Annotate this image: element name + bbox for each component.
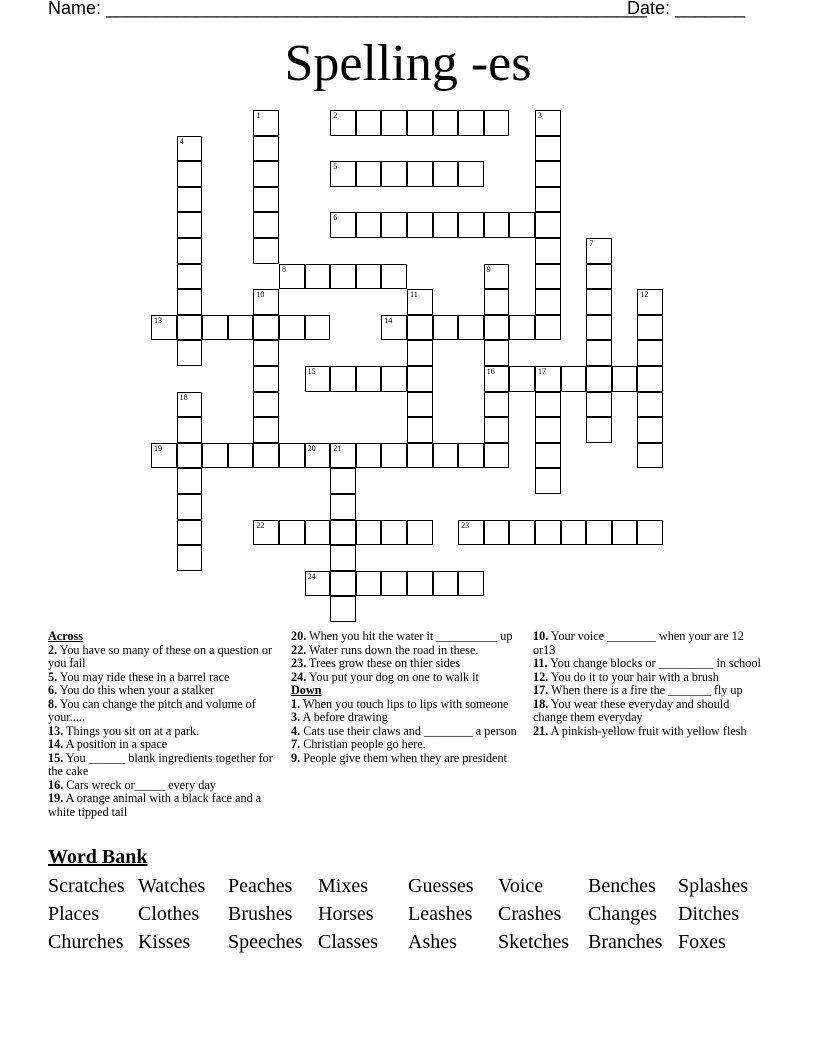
- grid-cell[interactable]: [535, 238, 561, 264]
- grid-cell[interactable]: [407, 366, 433, 392]
- grid-cell[interactable]: [253, 315, 279, 341]
- grid-cell[interactable]: [381, 366, 407, 392]
- grid-cell[interactable]: [561, 520, 587, 546]
- grid-cell[interactable]: [586, 340, 612, 366]
- down-clue: [533, 657, 763, 671]
- clue-text: You do it to your hair with a brush: [548, 669, 719, 684]
- clue-number-label: 22.: [291, 642, 307, 657]
- clues-column-1: [48, 630, 278, 819]
- clue-number: 4: [179, 136, 184, 146]
- grid-cell[interactable]: [535, 443, 561, 469]
- grid-cell[interactable]: [305, 315, 331, 341]
- word-bank-word: Classes: [318, 931, 378, 953]
- grid-cell[interactable]: [407, 417, 433, 443]
- grid-cell[interactable]: [484, 264, 510, 290]
- grid-cell[interactable]: [637, 520, 663, 546]
- clue-number-label: 13.: [48, 723, 64, 738]
- grid-cell[interactable]: [253, 212, 279, 238]
- grid-cell[interactable]: [279, 443, 305, 469]
- word-bank-word: Ashes: [408, 931, 457, 953]
- clue-number: 5: [333, 162, 338, 172]
- grid-cell[interactable]: [305, 520, 331, 546]
- word-bank-word: Places: [48, 903, 100, 925]
- grid-cell[interactable]: [253, 136, 279, 162]
- clue-number: 17: [538, 367, 546, 376]
- grid-cell[interactable]: [177, 443, 203, 469]
- grid-cell[interactable]: [612, 366, 638, 392]
- clue-number: 16: [486, 367, 495, 376]
- grid-cell[interactable]: [458, 161, 484, 187]
- down-clue: [291, 711, 521, 725]
- grid-cell[interactable]: [305, 443, 331, 469]
- clue-number-label: 18.: [533, 696, 549, 711]
- down-clue: [291, 725, 521, 739]
- grid-cell[interactable]: [381, 212, 407, 238]
- across-clue: [48, 725, 278, 739]
- grid-cell[interactable]: [253, 289, 279, 315]
- grid-cell[interactable]: [330, 110, 356, 136]
- grid-cell[interactable]: [586, 289, 612, 315]
- grid-cell[interactable]: [228, 443, 254, 469]
- grid-cell[interactable]: [305, 571, 331, 597]
- grid-cell[interactable]: [305, 264, 331, 290]
- grid-cell[interactable]: [637, 315, 663, 341]
- grid-cell[interactable]: [535, 161, 561, 187]
- grid-cell[interactable]: [356, 520, 382, 546]
- word-bank-word: Guesses: [408, 875, 474, 897]
- down-clue: [291, 752, 521, 766]
- down-clue: [533, 698, 763, 725]
- grid-cell[interactable]: [458, 443, 484, 469]
- clue-number-label: 3.: [291, 710, 301, 724]
- grid-cell[interactable]: [535, 187, 561, 213]
- grid-cell[interactable]: [586, 238, 612, 264]
- grid-cell[interactable]: [253, 417, 279, 443]
- grid-cell[interactable]: [637, 392, 663, 418]
- clue-number: 19: [154, 443, 162, 453]
- grid-cell[interactable]: [253, 238, 279, 264]
- grid-cell[interactable]: [330, 494, 356, 520]
- grid-cell[interactable]: [535, 110, 561, 136]
- clue-text: Things you sit on at a park.: [63, 723, 200, 738]
- grid-cell[interactable]: [484, 366, 510, 392]
- clue-number: 15: [307, 367, 316, 376]
- grid-cell[interactable]: [407, 212, 433, 238]
- grid-cell[interactable]: [356, 366, 382, 392]
- grid-cell[interactable]: [407, 571, 433, 597]
- across-clue: [291, 671, 521, 685]
- across-clues-list: [48, 644, 278, 820]
- grid-cell[interactable]: [433, 315, 459, 341]
- clue-number: 23: [461, 520, 470, 530]
- grid-cell[interactable]: [253, 366, 279, 392]
- clue-text: You change blocks or _________ in school: [547, 656, 761, 670]
- down-clue: [533, 630, 763, 657]
- grid-cell[interactable]: [330, 264, 356, 290]
- clue-number: 12: [640, 290, 649, 300]
- clue-text: Cars wreck or_____ every day: [63, 777, 216, 792]
- clue-text: You may ride these in a barrel race: [57, 669, 230, 684]
- clue-text: A before drawing: [300, 710, 388, 724]
- grid-cell[interactable]: [381, 520, 407, 546]
- grid-cell[interactable]: [330, 366, 356, 392]
- grid-cell[interactable]: [535, 392, 561, 418]
- clue-number: 14: [384, 315, 393, 325]
- word-bank-word: Sketches: [498, 931, 570, 953]
- name-field-label: Name: ______________________________________________________: [48, 0, 647, 18]
- grid-cell[interactable]: [356, 264, 382, 290]
- clue-number: 11: [410, 290, 418, 300]
- grid-cell[interactable]: [330, 468, 356, 494]
- grid-cell[interactable]: [356, 571, 382, 597]
- grid-cell[interactable]: [458, 110, 484, 136]
- grid-cell[interactable]: [637, 366, 663, 392]
- grid-cell[interactable]: [407, 392, 433, 418]
- word-bank-word: Foxes: [678, 931, 726, 953]
- clue-number: 9: [486, 264, 491, 274]
- grid-cell[interactable]: [381, 443, 407, 469]
- clue-text: Your voice ________ when your are 12 or13: [533, 629, 744, 657]
- across-clue: [291, 657, 521, 671]
- word-bank-word: Watches: [138, 875, 206, 897]
- grid-cell[interactable]: [151, 315, 177, 341]
- grid-cell[interactable]: [535, 212, 561, 238]
- grid-cell[interactable]: [535, 366, 561, 392]
- grid-cell[interactable]: [637, 340, 663, 366]
- date-field-label: Date: _______: [627, 0, 746, 18]
- clue-text: You put your dog on one to walk it: [306, 669, 479, 684]
- grid-cell[interactable]: [612, 520, 638, 546]
- across-clues-list-continued: [291, 630, 521, 684]
- grid-cell[interactable]: [484, 417, 510, 443]
- grid-cell[interactable]: [433, 571, 459, 597]
- grid-cell[interactable]: [484, 289, 510, 315]
- clue-number-label: 8.: [48, 696, 58, 711]
- grid-cell[interactable]: [177, 545, 203, 571]
- down-clues-list-continued: [533, 630, 763, 738]
- across-clue: [48, 644, 278, 671]
- clue-text: A orange animal with a black face and a white tipped tail: [48, 791, 262, 819]
- clue-number-label: 4.: [291, 723, 301, 738]
- grid-cell[interactable]: [407, 110, 433, 136]
- across-clue: [291, 630, 521, 644]
- grid-cell[interactable]: [433, 161, 459, 187]
- grid-cell[interactable]: [407, 443, 433, 469]
- grid-cell[interactable]: [381, 315, 407, 341]
- clue-number-label: 12.: [533, 669, 549, 684]
- grid-cell[interactable]: [177, 392, 203, 418]
- clue-number: 2: [333, 111, 338, 120]
- across-clue: [48, 792, 278, 819]
- grid-cell[interactable]: [407, 340, 433, 366]
- grid-cell[interactable]: [279, 520, 305, 546]
- clue-number: 18: [179, 392, 188, 402]
- grid-cell[interactable]: [535, 136, 561, 162]
- grid-cell[interactable]: [177, 136, 203, 162]
- word-bank-word: Crashes: [498, 903, 562, 925]
- grid-cell[interactable]: [356, 212, 382, 238]
- clue-text: A position in a space: [63, 737, 168, 751]
- clue-number-label: 16.: [48, 777, 64, 792]
- grid-cell[interactable]: [177, 417, 203, 443]
- word-bank-word: Branches: [588, 931, 663, 953]
- clue-text: Water runs down the road in these.: [306, 642, 479, 657]
- grid-cell[interactable]: [381, 264, 407, 290]
- down-clue: [291, 738, 521, 752]
- clue-text: When you hit the water it __________ up: [306, 629, 513, 643]
- grid-cell[interactable]: [381, 161, 407, 187]
- grid-cell[interactable]: [279, 264, 305, 290]
- grid-cell[interactable]: [381, 571, 407, 597]
- word-bank-word: Kisses: [138, 931, 191, 953]
- grid-cell[interactable]: [535, 264, 561, 290]
- grid-cell[interactable]: [561, 366, 587, 392]
- grid-cell[interactable]: [330, 212, 356, 238]
- grid-cell[interactable]: [535, 417, 561, 443]
- grid-cell[interactable]: [433, 443, 459, 469]
- grid-cell[interactable]: [151, 443, 177, 469]
- word-bank-word: Ditches: [678, 903, 740, 925]
- clue-text: Trees grow these on thier sides: [306, 656, 460, 670]
- clues-column-2: [291, 630, 521, 765]
- down-clues-list: [291, 698, 521, 766]
- grid-cell[interactable]: [458, 571, 484, 597]
- grid-cell[interactable]: [407, 289, 433, 315]
- clue-number: 3: [538, 111, 542, 120]
- grid-cell[interactable]: [433, 212, 459, 238]
- clues-column-3: [533, 630, 763, 738]
- grid-cell[interactable]: [330, 520, 356, 546]
- grid-cell[interactable]: [253, 392, 279, 418]
- grid-cell[interactable]: [586, 417, 612, 443]
- word-bank-word: Brushes: [228, 903, 293, 925]
- grid-cell[interactable]: [177, 468, 203, 494]
- clue-number-label: 19.: [48, 791, 64, 805]
- grid-cell[interactable]: [202, 443, 228, 469]
- clue-number: 1: [256, 111, 261, 120]
- grid-cell[interactable]: [177, 238, 203, 264]
- clue-number-label: 9.: [291, 750, 301, 765]
- grid-cell[interactable]: [586, 392, 612, 418]
- grid-cell[interactable]: [484, 520, 510, 546]
- grid-cell[interactable]: [407, 520, 433, 546]
- word-bank-word: Clothes: [138, 903, 200, 925]
- clue-text: When you touch lips to lips with someone: [300, 696, 509, 711]
- clue-text: You wear these everyday and should change them everyday: [533, 696, 730, 724]
- clue-number: 6: [333, 213, 338, 223]
- clue-number-label: 23.: [291, 656, 307, 670]
- grid-cell[interactable]: [253, 520, 279, 546]
- down-clue: [533, 684, 763, 698]
- across-clue: [48, 779, 278, 793]
- across-clue: [291, 644, 521, 658]
- clue-text: A pinkish-yellow fruit with yellow flesh: [548, 723, 747, 738]
- grid-cell[interactable]: [484, 212, 510, 238]
- grid-cell[interactable]: [484, 110, 510, 136]
- word-bank-word: Peaches: [228, 875, 293, 897]
- clue-number: 7: [589, 239, 594, 248]
- clue-number-label: 5.: [48, 669, 58, 684]
- grid-cell[interactable]: [177, 264, 203, 290]
- grid-cell[interactable]: [356, 161, 382, 187]
- clue-number-label: 15.: [48, 750, 64, 765]
- word-bank-word: Splashes: [678, 875, 748, 897]
- grid-cell[interactable]: [228, 315, 254, 341]
- grid-cell[interactable]: [305, 366, 331, 392]
- grid-cell[interactable]: [253, 161, 279, 187]
- grid-cell[interactable]: [330, 571, 356, 597]
- grid-cell[interactable]: [253, 187, 279, 213]
- grid-cell[interactable]: [177, 212, 203, 238]
- word-bank-word: Voice: [498, 875, 544, 897]
- clue-number: 20: [307, 443, 316, 453]
- grid-cell[interactable]: [177, 187, 203, 213]
- clue-number-label: 2.: [48, 642, 58, 657]
- grid-cell[interactable]: [202, 315, 228, 341]
- grid-cell[interactable]: [586, 366, 612, 392]
- down-clue: [533, 725, 763, 739]
- across-clue: [48, 671, 278, 685]
- clue-number-label: 11.: [533, 656, 548, 670]
- grid-cell[interactable]: [177, 315, 203, 341]
- word-bank-word: Leashes: [408, 903, 473, 925]
- across-clue: [48, 738, 278, 752]
- grid-cell[interactable]: [253, 110, 279, 136]
- grid-cell[interactable]: [535, 315, 561, 341]
- grid-cell[interactable]: [637, 417, 663, 443]
- grid-cell[interactable]: [177, 161, 203, 187]
- clue-number-label: 17.: [533, 683, 549, 697]
- clue-number-label: 10.: [533, 629, 549, 643]
- grid-cell[interactable]: [458, 212, 484, 238]
- word-bank-word: Scratches: [48, 875, 125, 897]
- grid-cell[interactable]: [356, 443, 382, 469]
- down-clue: [533, 671, 763, 685]
- grid-cell[interactable]: [279, 315, 305, 341]
- across-clue: [48, 698, 278, 725]
- word-bank-title: Word Bank: [48, 846, 148, 868]
- grid-cell[interactable]: [253, 340, 279, 366]
- clue-text: You have so many of these on a question or you fail: [48, 642, 273, 670]
- down-clue: [291, 698, 521, 712]
- grid-cell[interactable]: [330, 443, 356, 469]
- down-heading: Down: [291, 683, 322, 697]
- clue-number: 8: [282, 264, 286, 274]
- grid-cell[interactable]: [407, 161, 433, 187]
- grid-cell[interactable]: [484, 315, 510, 341]
- clue-number-label: 6.: [48, 683, 58, 697]
- grid-cell[interactable]: [253, 443, 279, 469]
- grid-cell[interactable]: [330, 596, 356, 622]
- grid-cell[interactable]: [509, 212, 535, 238]
- grid-cell[interactable]: [509, 315, 535, 341]
- word-bank-word: Mixes: [318, 875, 368, 897]
- clue-text: You do this when your a stalker: [57, 683, 215, 697]
- across-heading: Across: [48, 629, 83, 643]
- grid-cell[interactable]: [458, 520, 484, 546]
- clue-text: When there is a fire the _______ fly up: [548, 683, 743, 697]
- grid-cell[interactable]: [637, 443, 663, 469]
- clue-number-label: 21.: [533, 723, 549, 738]
- grid-cell[interactable]: [637, 289, 663, 315]
- grid-cell[interactable]: [484, 443, 510, 469]
- grid-cell[interactable]: [484, 392, 510, 418]
- clue-number: 21: [333, 443, 342, 453]
- grid-cell[interactable]: [177, 340, 203, 366]
- across-clue: [48, 752, 278, 779]
- grid-cell[interactable]: [330, 545, 356, 571]
- grid-cell[interactable]: [535, 520, 561, 546]
- clue-text: You ______ blank ingredients together for the cake: [48, 750, 273, 778]
- word-bank-word: Benches: [588, 875, 656, 897]
- grid-cell[interactable]: [356, 110, 382, 136]
- grid-cell[interactable]: [586, 520, 612, 546]
- grid-cell[interactable]: [509, 520, 535, 546]
- word-bank-word: Speeches: [228, 931, 303, 953]
- page-title: Spelling -es: [284, 35, 532, 92]
- clue-number: 24: [307, 571, 316, 581]
- clue-text: You can change the pitch and volume of your.....: [48, 696, 256, 724]
- grid-cell[interactable]: [586, 315, 612, 341]
- word-bank-word: Horses: [318, 903, 374, 925]
- word-bank-word: Changes: [588, 903, 657, 925]
- clue-number: 10: [256, 290, 265, 300]
- clue-number-label: 7.: [291, 737, 301, 751]
- clue-number-label: 14.: [48, 737, 64, 751]
- clue-number-label: 20.: [291, 629, 307, 643]
- clue-text: Christian people go here.: [300, 737, 426, 751]
- grid-cell[interactable]: [433, 110, 459, 136]
- grid-cell[interactable]: [535, 289, 561, 315]
- grid-cell[interactable]: [177, 494, 203, 520]
- grid-cell[interactable]: [484, 340, 510, 366]
- across-clue: [48, 684, 278, 698]
- grid-cell[interactable]: [535, 468, 561, 494]
- clue-number: 22: [256, 520, 265, 530]
- grid-cell[interactable]: [509, 366, 535, 392]
- grid-cell[interactable]: [458, 315, 484, 341]
- clue-number-label: 1.: [291, 696, 301, 711]
- clue-text: People give them when they are president: [300, 750, 507, 765]
- word-bank-word: Churches: [48, 931, 124, 953]
- clue-number: 13: [154, 315, 162, 325]
- grid-cell[interactable]: [407, 315, 433, 341]
- grid-cell[interactable]: [177, 289, 203, 315]
- grid-cell[interactable]: [586, 264, 612, 290]
- grid-cell[interactable]: [381, 110, 407, 136]
- clue-text: Cats use their claws and ________ a person: [300, 723, 517, 738]
- clue-number-label: 24.: [291, 669, 307, 684]
- grid-cell[interactable]: [330, 161, 356, 187]
- grid-cell[interactable]: [177, 520, 203, 546]
